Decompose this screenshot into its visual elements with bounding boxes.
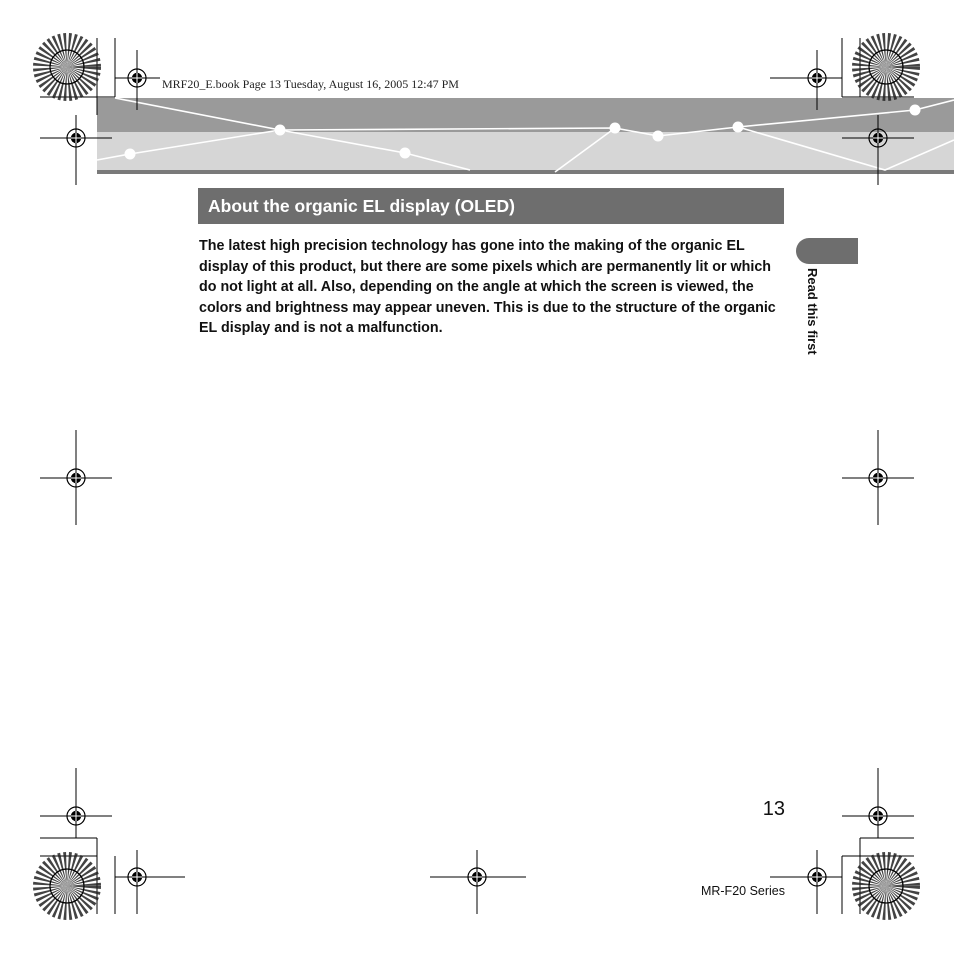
series-label: MR-F20 Series — [700, 884, 785, 898]
print-header: MRF20_E.book Page 13 Tuesday, August 16, 2005 12:47 PM — [162, 77, 459, 91]
page-number: 13 — [762, 798, 785, 820]
section-title: About the organic EL display (OLED) — [198, 188, 784, 224]
section-body: The latest high precision technology has gone into the making of the organic EL display of this product, but there are some pixels which are permanently lit or which do not light at all. Also, depending on the angle at which the screen is viewed, the colors and brightness may appear uneven. This is due to the structure of the organic EL display and is not a malfunction. — [199, 238, 776, 337]
side-tab-label: Read this first — [805, 268, 820, 355]
side-tab — [796, 238, 858, 264]
